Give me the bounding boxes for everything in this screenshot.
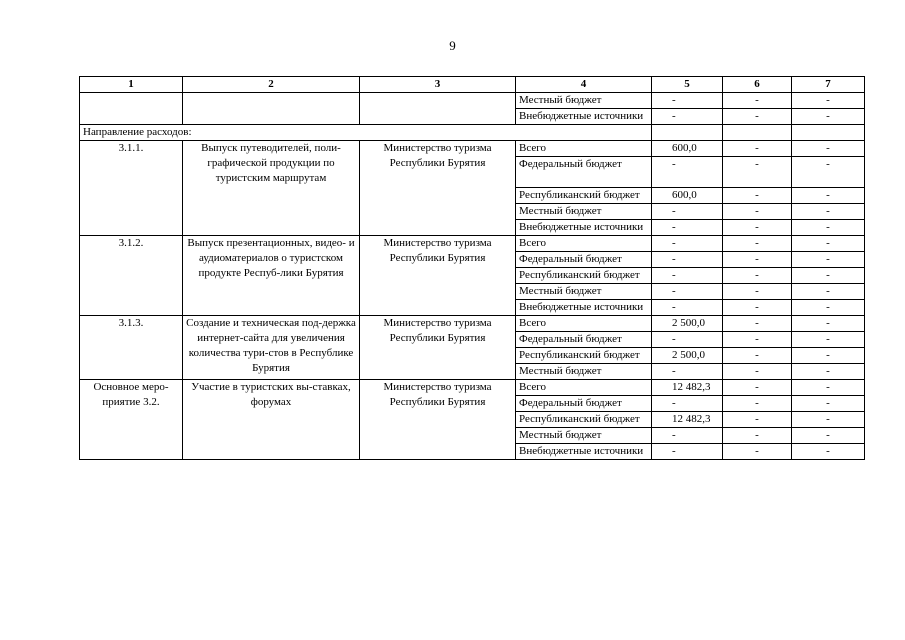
table-row	[80, 109, 865, 125]
value-col7: -	[792, 332, 865, 348]
value-col5: 12 482,3	[652, 412, 723, 428]
value-col6: -	[723, 252, 792, 268]
value-col6: -	[723, 157, 792, 188]
value-col7: -	[792, 364, 865, 380]
value-col6: -	[723, 364, 792, 380]
value-col5: -	[652, 236, 723, 252]
table-row	[80, 93, 865, 109]
header-cell: 6	[723, 77, 792, 93]
funding-source: Местный бюджет	[516, 204, 652, 220]
value-col7: -	[792, 396, 865, 412]
funding-source: Республиканский бюджет	[516, 188, 652, 204]
value-col7: -	[792, 93, 865, 109]
item-name: Создание и техническая под-держка интернет-сайта для увеличения количества тури-стов в Республике Бурятия	[183, 316, 360, 380]
value-col5: -	[652, 220, 723, 236]
funding-source: Федеральный бюджет	[516, 252, 652, 268]
value-col6: -	[723, 444, 792, 460]
item-code: 3.1.1.	[80, 141, 183, 236]
header-cell: 7	[792, 77, 865, 93]
value-col5: -	[652, 252, 723, 268]
value-col5: -	[652, 109, 723, 125]
value-col7: -	[792, 252, 865, 268]
funding-source: Федеральный бюджет	[516, 157, 652, 188]
empty-cell	[792, 125, 865, 141]
value-col5: 2 500,0	[652, 316, 723, 332]
item-executor: Министерство туризма Республики Бурятия	[360, 316, 516, 380]
value-col7: -	[792, 300, 865, 316]
item-code: 3.1.2.	[80, 236, 183, 316]
funding-source: Всего	[516, 236, 652, 252]
value-col7: -	[792, 316, 865, 332]
value-col6: -	[723, 220, 792, 236]
value-col7: -	[792, 157, 865, 188]
value-col5: -	[652, 444, 723, 460]
value-col5: -	[652, 428, 723, 444]
value-col6: -	[723, 396, 792, 412]
funding-source: Внебюджетные источники	[516, 109, 652, 125]
table-row	[80, 125, 865, 141]
funding-source: Внебюджетные источники	[516, 220, 652, 236]
funding-source: Местный бюджет	[516, 284, 652, 300]
item-name: Выпуск презентационных, видео- и аудиоматериалов о туристском продукте Респуб-лики Бурятия	[183, 236, 360, 316]
budget-table	[79, 76, 865, 460]
value-col7: -	[792, 268, 865, 284]
funding-source: Внебюджетные источники	[516, 300, 652, 316]
value-col6: -	[723, 348, 792, 364]
value-col7: -	[792, 380, 865, 396]
funding-source: Внебюджетные источники	[516, 444, 652, 460]
value-col5: -	[652, 396, 723, 412]
funding-source: Местный бюджет	[516, 428, 652, 444]
value-col5: -	[652, 157, 723, 188]
value-col5: 600,0	[652, 141, 723, 157]
value-col6: -	[723, 93, 792, 109]
value-col6: -	[723, 141, 792, 157]
header-cell: 5	[652, 77, 723, 93]
empty-cell	[80, 93, 183, 109]
value-col6: -	[723, 300, 792, 316]
value-col7: -	[792, 444, 865, 460]
value-col7: -	[792, 204, 865, 220]
value-col6: -	[723, 428, 792, 444]
empty-cell	[652, 125, 723, 141]
funding-source: Всего	[516, 380, 652, 396]
table-row	[80, 236, 865, 252]
value-col5: 600,0	[652, 188, 723, 204]
empty-cell	[723, 125, 792, 141]
item-executor: Министерство туризма Республики Бурятия	[360, 236, 516, 316]
funding-source: Федеральный бюджет	[516, 396, 652, 412]
empty-cell	[183, 93, 360, 109]
funding-source: Местный бюджет	[516, 93, 652, 109]
value-col5: 2 500,0	[652, 348, 723, 364]
value-col6: -	[723, 332, 792, 348]
value-col7: -	[792, 220, 865, 236]
item-name: Выпуск путеводителей, поли-графической продукции по туристским маршрутам	[183, 141, 360, 236]
value-col5: -	[652, 364, 723, 380]
funding-source: Местный бюджет	[516, 364, 652, 380]
value-col5: -	[652, 284, 723, 300]
value-col5: 12 482,3	[652, 380, 723, 396]
table-row	[80, 380, 865, 396]
item-name: Участие в туристских вы-ставках, форумах	[183, 380, 360, 460]
table-row	[80, 316, 865, 332]
value-col6: -	[723, 268, 792, 284]
value-col7: -	[792, 412, 865, 428]
item-code: Основное меро-приятие 3.2.	[80, 380, 183, 460]
item-executor: Министерство туризма Республики Бурятия	[360, 380, 516, 460]
value-col7: -	[792, 428, 865, 444]
value-col5: -	[652, 332, 723, 348]
value-col5: -	[652, 204, 723, 220]
funding-source: Республиканский бюджет	[516, 268, 652, 284]
value-col7: -	[792, 348, 865, 364]
funding-source: Федеральный бюджет	[516, 332, 652, 348]
header-row	[80, 77, 865, 93]
value-col6: -	[723, 109, 792, 125]
funding-source: Республиканский бюджет	[516, 348, 652, 364]
value-col7: -	[792, 109, 865, 125]
empty-cell	[360, 109, 516, 125]
value-col6: -	[723, 284, 792, 300]
value-col6: -	[723, 380, 792, 396]
empty-cell	[183, 109, 360, 125]
value-col5: -	[652, 268, 723, 284]
funding-source: Республиканский бюджет	[516, 412, 652, 428]
value-col6: -	[723, 236, 792, 252]
direction-label: Направление расходов:	[80, 125, 652, 141]
page-number: 9	[449, 38, 456, 53]
item-code: 3.1.3.	[80, 316, 183, 380]
value-col7: -	[792, 236, 865, 252]
empty-cell	[360, 93, 516, 109]
empty-cell	[80, 109, 183, 125]
table-row	[80, 141, 865, 157]
funding-source: Всего	[516, 141, 652, 157]
header-cell: 4	[516, 77, 652, 93]
item-executor: Министерство туризма Республики Бурятия	[360, 141, 516, 236]
value-col7: -	[792, 284, 865, 300]
value-col6: -	[723, 412, 792, 428]
value-col5: -	[652, 300, 723, 316]
header-cell: 3	[360, 77, 516, 93]
value-col7: -	[792, 141, 865, 157]
funding-source: Всего	[516, 316, 652, 332]
header-cell: 2	[183, 77, 360, 93]
value-col6: -	[723, 188, 792, 204]
value-col6: -	[723, 204, 792, 220]
value-col7: -	[792, 188, 865, 204]
value-col5: -	[652, 93, 723, 109]
value-col6: -	[723, 316, 792, 332]
header-cell: 1	[80, 77, 183, 93]
